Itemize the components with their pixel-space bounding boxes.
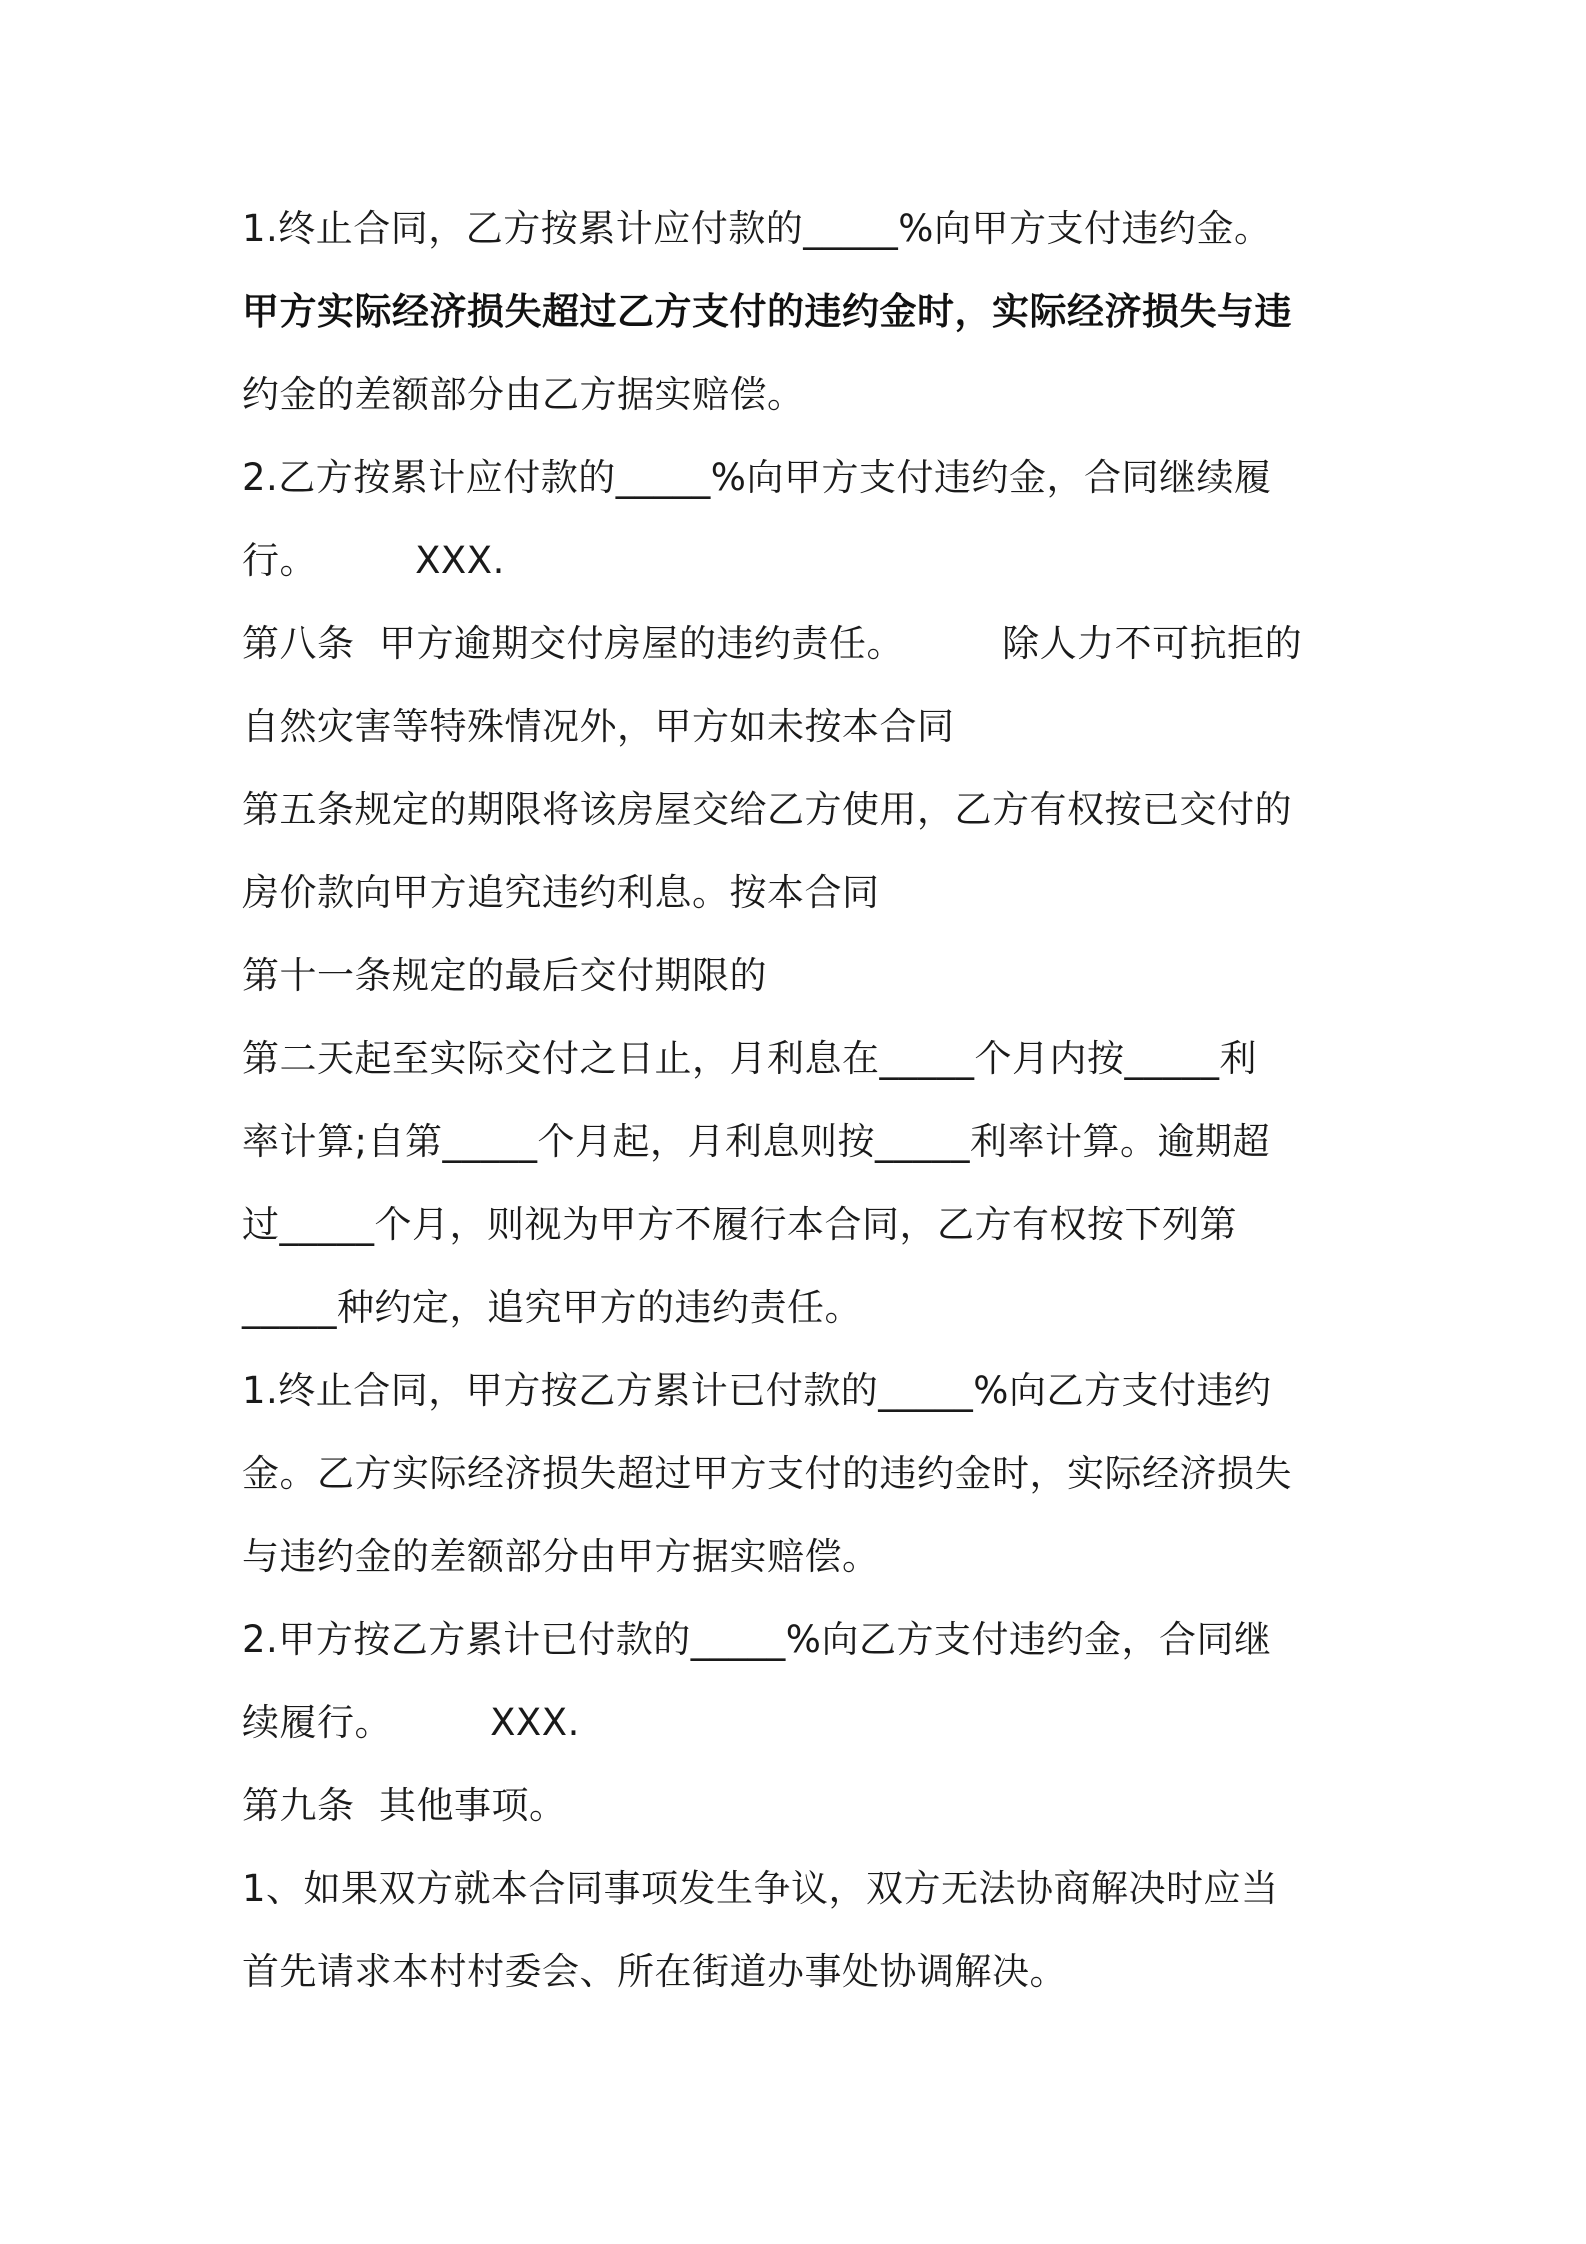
text-line: 房价款向甲方追究违约利息。按本合同 [242,871,880,914]
text-line: 行。 XXX. [242,539,505,582]
text-line: 1、如果双方就本合同事项发生争议，双方无法协商解决时应当 [242,1867,1279,1910]
section-heading-article-9: 第九条 其他事项。 [242,1784,567,1827]
text-line: 2.乙方按累计应付款的_____%向甲方支付违约金，合同继续履 [242,456,1272,499]
text-line: 与违约金的差额部分由甲方据实赔偿。 [242,1535,880,1578]
text-line: 甲方实际经济损失超过乙方支付的违约金时，实际经济损失与违 [242,290,1292,333]
text-line: 1.终止合同，甲方按乙方累计已付款的_____%向乙方支付违约 [242,1369,1272,1412]
text-line: 2.甲方按乙方累计已付款的_____%向乙方支付违约金，合同继 [242,1618,1272,1661]
text-line: 第五条规定的期限将该房屋交给乙方使用，乙方有权按已交付的 [242,788,1292,831]
text-line: 率计算;自第_____个月起，月利息则按_____利率计算。逾期超 [242,1120,1270,1163]
text-line: _____种约定，追究甲方的违约责任。 [242,1286,862,1329]
section-heading-article-8: 第八条 甲方逾期交付房屋的违约责任。 除人力不可抗拒的 [242,622,1303,665]
text-line: 金。乙方实际经济损失超过甲方支付的违约金时，实际经济损失 [242,1452,1292,1495]
text-line: 过_____个月，则视为甲方不履行本合同，乙方有权按下列第 [242,1203,1237,1246]
text-line: 第二天起至实际交付之日止，月利息在_____个月内按_____利 [242,1037,1257,1080]
text-line: 首先请求本村村委会、所在街道办事处协调解决。 [242,1950,1067,1993]
text-line: 1.终止合同，乙方按累计应付款的_____%向甲方支付违约金。 [242,207,1272,250]
text-line: 第十一条规定的最后交付期限的 [242,954,767,997]
text-line: 约金的差额部分由乙方据实赔偿。 [242,373,805,416]
text-line: 自然灾害等特殊情况外，甲方如未按本合同 [242,705,955,748]
text-line: 续履行。 XXX. [242,1701,580,1744]
